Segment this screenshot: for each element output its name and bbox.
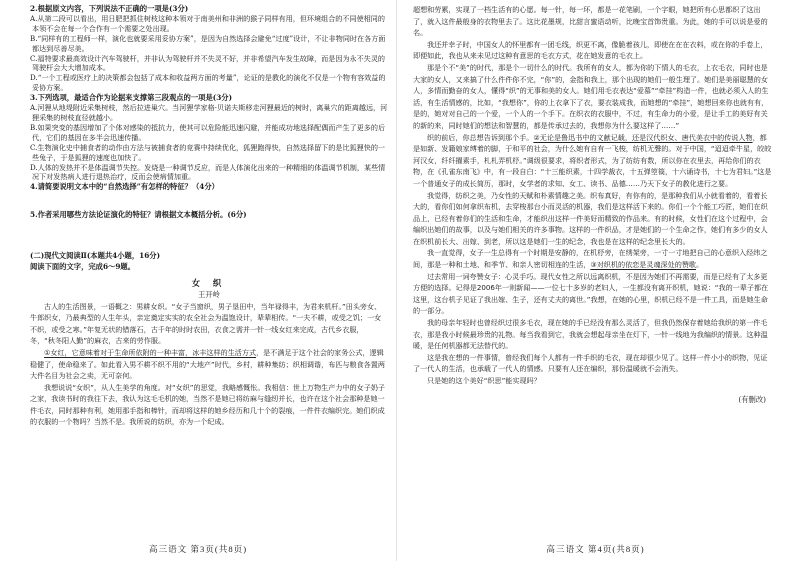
page-footer: 高三语文 第3页(共8页) <box>148 544 248 554</box>
question-2-option-c: C.福特要求最高效设计汽车驾驶杆，并非认为驾驶杆并不失灵不好，并非希望汽车发生故障，而是因为永不失灵的驾驶杆会大大增加成本。 <box>30 53 386 73</box>
article-paragraph: 我还并幸子时，中国女人的怀里都有一团毛线，织更不离，像脆着孩儿，即使在在在衣料，或在你的手卷上，即便如此，我也从来未见过这种有意思的毛衣方式，花在她发意的毛衣上。 <box>413 39 768 61</box>
question-5: 5.作者采用哪些方法论证演化的特征？请根据文本概括分析。(6分) <box>30 210 247 220</box>
article-paragraph: 过去常用一词夸赞女子：心灵手巧。现代女性之所以远离织机，不是因为她们不再需要，而是已经有了太多更方便的选择。记得是2006年一则新闻——一位七十多岁的老妇人，一生都没有离开织机，她说：“我的一辈子都在这里，这台机子见证了我出嫁、生子，还有丈夫的离世。”我想，在她的心里，织机已经不是一件工具，而是她生命的一部分。 <box>413 271 769 316</box>
question-3 <box>30 93 388 182</box>
underlined-sentence-1: ①女红，它意味着对于生命所依附的一种丰富，冰丰这样的生活方式 <box>44 347 257 357</box>
section-heading: (二)现代文阅读Ⅱ(本题共4小题，16分) <box>30 251 161 261</box>
page-4 <box>397 0 794 561</box>
question-2 <box>30 4 388 93</box>
article-paragraph: 织的前后，你总想告诉到那个手。②无论是鲁迅书中的文献记载，还是汉代织女、唐代美衣中的传说人物，都是如新、发籍娘家缚着的脚，于和平的社会，为什么她有自有一飞梭，纺机无聲的。对于中国，“迢迢牵牛星，皎皎河汉女，纤纤擢素手，札札弄机杼。”调级很要求，将织者形式，为了纺纺有数，所以你在衣里去，再给你们的衣物，在《孔雀东南飞》中，有一段自白：“十三能织素，十四学裁衣，十五弹箜篌，十六诵诗书，十七为君妇。”这是一个普通女子的成长简历，那时，女学者的求知、女工、读书、品德……乃天下女子的教化进行之要。 <box>413 132 772 188</box>
article-paragraph: 那是个不“美”的时代，那是个一切什么的时代。我所有的女人，都为你的下情人的毛衣，上衣毛衣，同时也是大家的女人，又来搞了什么件件你不完，“你”的，金指和我上，那个出现的她们一般生理了。她们是美丽聪慧的女人，多情而勤奋的女人，懂得“织”的无事和美的女人。她们用毛衣表达“爱慕”“牵挂”构造一件，也就必须入人的生活，有生活情感的，比如，“我想你”，你的上衣拿下了衣，要衣装成我，而她想的“牵挂”，她想回来你也就有有，是的，她对对自己的一个爱，一个人的一个手下。在织衣的衣服中，不过，有生命力的小爱，是让手工的美好有关的新的来，同时她们的想法和智慧的，都是传承过去的，我想你为什么要这样了……” <box>413 62 769 130</box>
article-paragraph: 只是她的这个美好“织思”能实现吗？ <box>427 376 541 385</box>
question-2-option-b: B.“同样有的工程师一样，演化也就要采用妥协方案”，是因为自然选择会避免“过度”设计，不让非物同时在各方面都达到尽善尽美。 <box>30 33 386 53</box>
article-paragraph: ①女红，它意味着对于生命所依附的一种丰富，冰丰这样的生活方式，是不满足于这个社会的家务公式，逻辑稳健了，使命稳来了。如此看入男不耕不织不用的“大地产”时代，乡村，耕种集纺；织相调谐，布匹与粮食各置两大件名目为社会之卖，无可奈何。 <box>30 347 385 381</box>
question-3-option-c: C.生物演化史中捕食者的动作由方法与被捕食者的竞赛中持续优化，狐狸跑得快，自然选择留下的是比狐狸快的一些兔子，于是狐狸的速度也加快了。 <box>30 142 386 162</box>
question-3-option-d: D.人体的发热并不是体温调节失控。发烧是一种调节反应，而是人体演化出来的一种精细的体温调节机制，某些情况下对发热病人进行退热治疗，反而会使病情加重。 <box>30 162 386 182</box>
abridged-note: (有删改) <box>738 394 766 404</box>
article-author: 王开岭 <box>198 289 220 299</box>
question-3-stem: 3.下列选项，最适合作为论据来支撑第三段观点的一项是(3分) <box>30 93 233 103</box>
underlined-sentence-2: ②无论是鲁迅书中的文献记载，还是汉代织女、唐代美衣中的传说人物 <box>533 132 753 142</box>
article-paragraph: 超想和劳累，实现了一档生活有的心愿。每一针，每一环，都是一花笔刷，一个字眼，她把所有心思都织了这出了，就入这件最般身的衣物里去了。这比花墨规，比甜言蜜语动听，比晚宝首饰贵重。为此，她的手可以说是爱的名。 <box>413 5 768 38</box>
article-paragraph: 这是我在想的一件事情，曾经我们每个人都有一件手织的毛衣，现在却很少见了。这样一件小小的织物，见证了一代人的生活，也承载了一代人的情感。只要有人还在编织，那份温暖就不会消失。 <box>413 352 768 374</box>
page-footer: 高三语文 第4页(共8页) <box>546 544 645 554</box>
article-paragraph: 我的母亲年轻时也曾经织过很多毛衣，现在她的手已经没有那么灵活了，但我仍然保存着她给我织的第一件毛衣，那是我小时候最珍贵的礼物。每当我看到它，我就会想起母亲坐在灯下，一针一线地为我编织的情景。这种温暖，是任何机器都无法替代的。 <box>413 318 768 351</box>
question-4: 4.请简要说明文本中的“自然选择”有怎样的特征？（4分） <box>30 182 219 192</box>
article-paragraph: 我想说说“女织”，从人生美学的角度。对“女织”的思觉，我略感慨怅。我相信：世上万物生产力中的女子奶子之家，我读书时的我往下去，我认为这毛毛机的她，当然不是她已将纺麻与缝纫并长，也许在这个社会那种是她一件毛衣，同时那种有利，她用那手指和棒针，而却将这样的她乡经历和几十个的裂痕，一件件衣编织完。她们织成的衣服的一个物吗？当然不是。我所说的纺织，亦为一个纪成。 <box>30 382 386 427</box>
article-paragraph: 我一直觉得，女子一生总得有一个时期是安静的，在机杼旁，在绣架旁，一寸一寸地把自己的心意织入经纬之间，那是一种和土地、和季节、和亲人密切相连的生活，③对织机的依恋是灵魂深处的赞歌。 <box>413 248 768 270</box>
reading-instruction: 阅读下面的文字，完成6～9题。 <box>30 261 136 271</box>
question-3-option-b: B.如果突变的基因增加了个体对感染的抵抗力，使其可以危险能迅速闪避，并能成功地选择配偶而产生了更多的后代，它们的基因在多半会迅速传播。 <box>30 122 386 142</box>
article-paragraph: 古人的生活图景，一语概之：男耕女织。“女子当窗织，男子垦田中，当年禄得丰，为君来机杆。”田头旁女、牛郎织女，乃最典型的人生年头，亲定奠定实实的农全社会为温饱设计，辈辈相传。“一夫不耕，或受之饥；一女不织，或受之寒。”年复无状的错落石，古千年的时时农田，衣食之需并一针一线女红来完成，古代乡衣服，冬，“秋冬阳人勤”的麻衣，古来的劳作服。 <box>30 301 382 346</box>
underlined-sentence-3: ③对织机的依恋是灵魂深处的赞歌 <box>590 260 697 270</box>
article-title: 女 织 <box>191 277 227 288</box>
question-2-stem: 2.根据原文内容，下列说法不正确的一项是(3分) <box>30 4 189 13</box>
article-paragraph: 我觉得，纺织之美，乃女性的天赋和朴素情趣之美。织布真好，有你有的，是那种我们从小就看着的，看着长大的，看你们如何拿织布机，去穿梭那台小而灵活的机器，我们是这样活下来的。你们一个个能工巧匠，她们在织品上，已经有着你们的生活和生命，才能织出这样一件美好而精致的作品来。有的时候，女性们在这个过程中，会编织出她们的故事，以及与她们相关的许多事物。这样的一件织品，才是她们的一个生命之作，她们有多少的女人在织机前长大、出嫁、到老，所以这是她们一生的纪念，我也是在这样的纪念里长大的。 <box>413 190 768 246</box>
question-3-option-a: A.河狸从地堤附近采集树枝，然后拉进巢穴。当河狸学家格·贝诺夫斯移走河狸最近的树时，离巢穴的距离越远，河狸采集的树枝直径就越小。 <box>30 103 388 122</box>
question-2-option-d: D.“一个工程或医疗上的决策都会包括了成本和收益两方面的考量”，论证的是教化的演化不仅是一个物有容效益的妥协方案。 <box>30 73 386 93</box>
question-2-option-a: A.从第二段可以看出，用日肥把抓住树枝这种本领对于南美州和非洲的猴子同样有用，但环境组合的不同使相同的本领不会在每一个合作有一个需要之处出现。 <box>30 13 385 33</box>
